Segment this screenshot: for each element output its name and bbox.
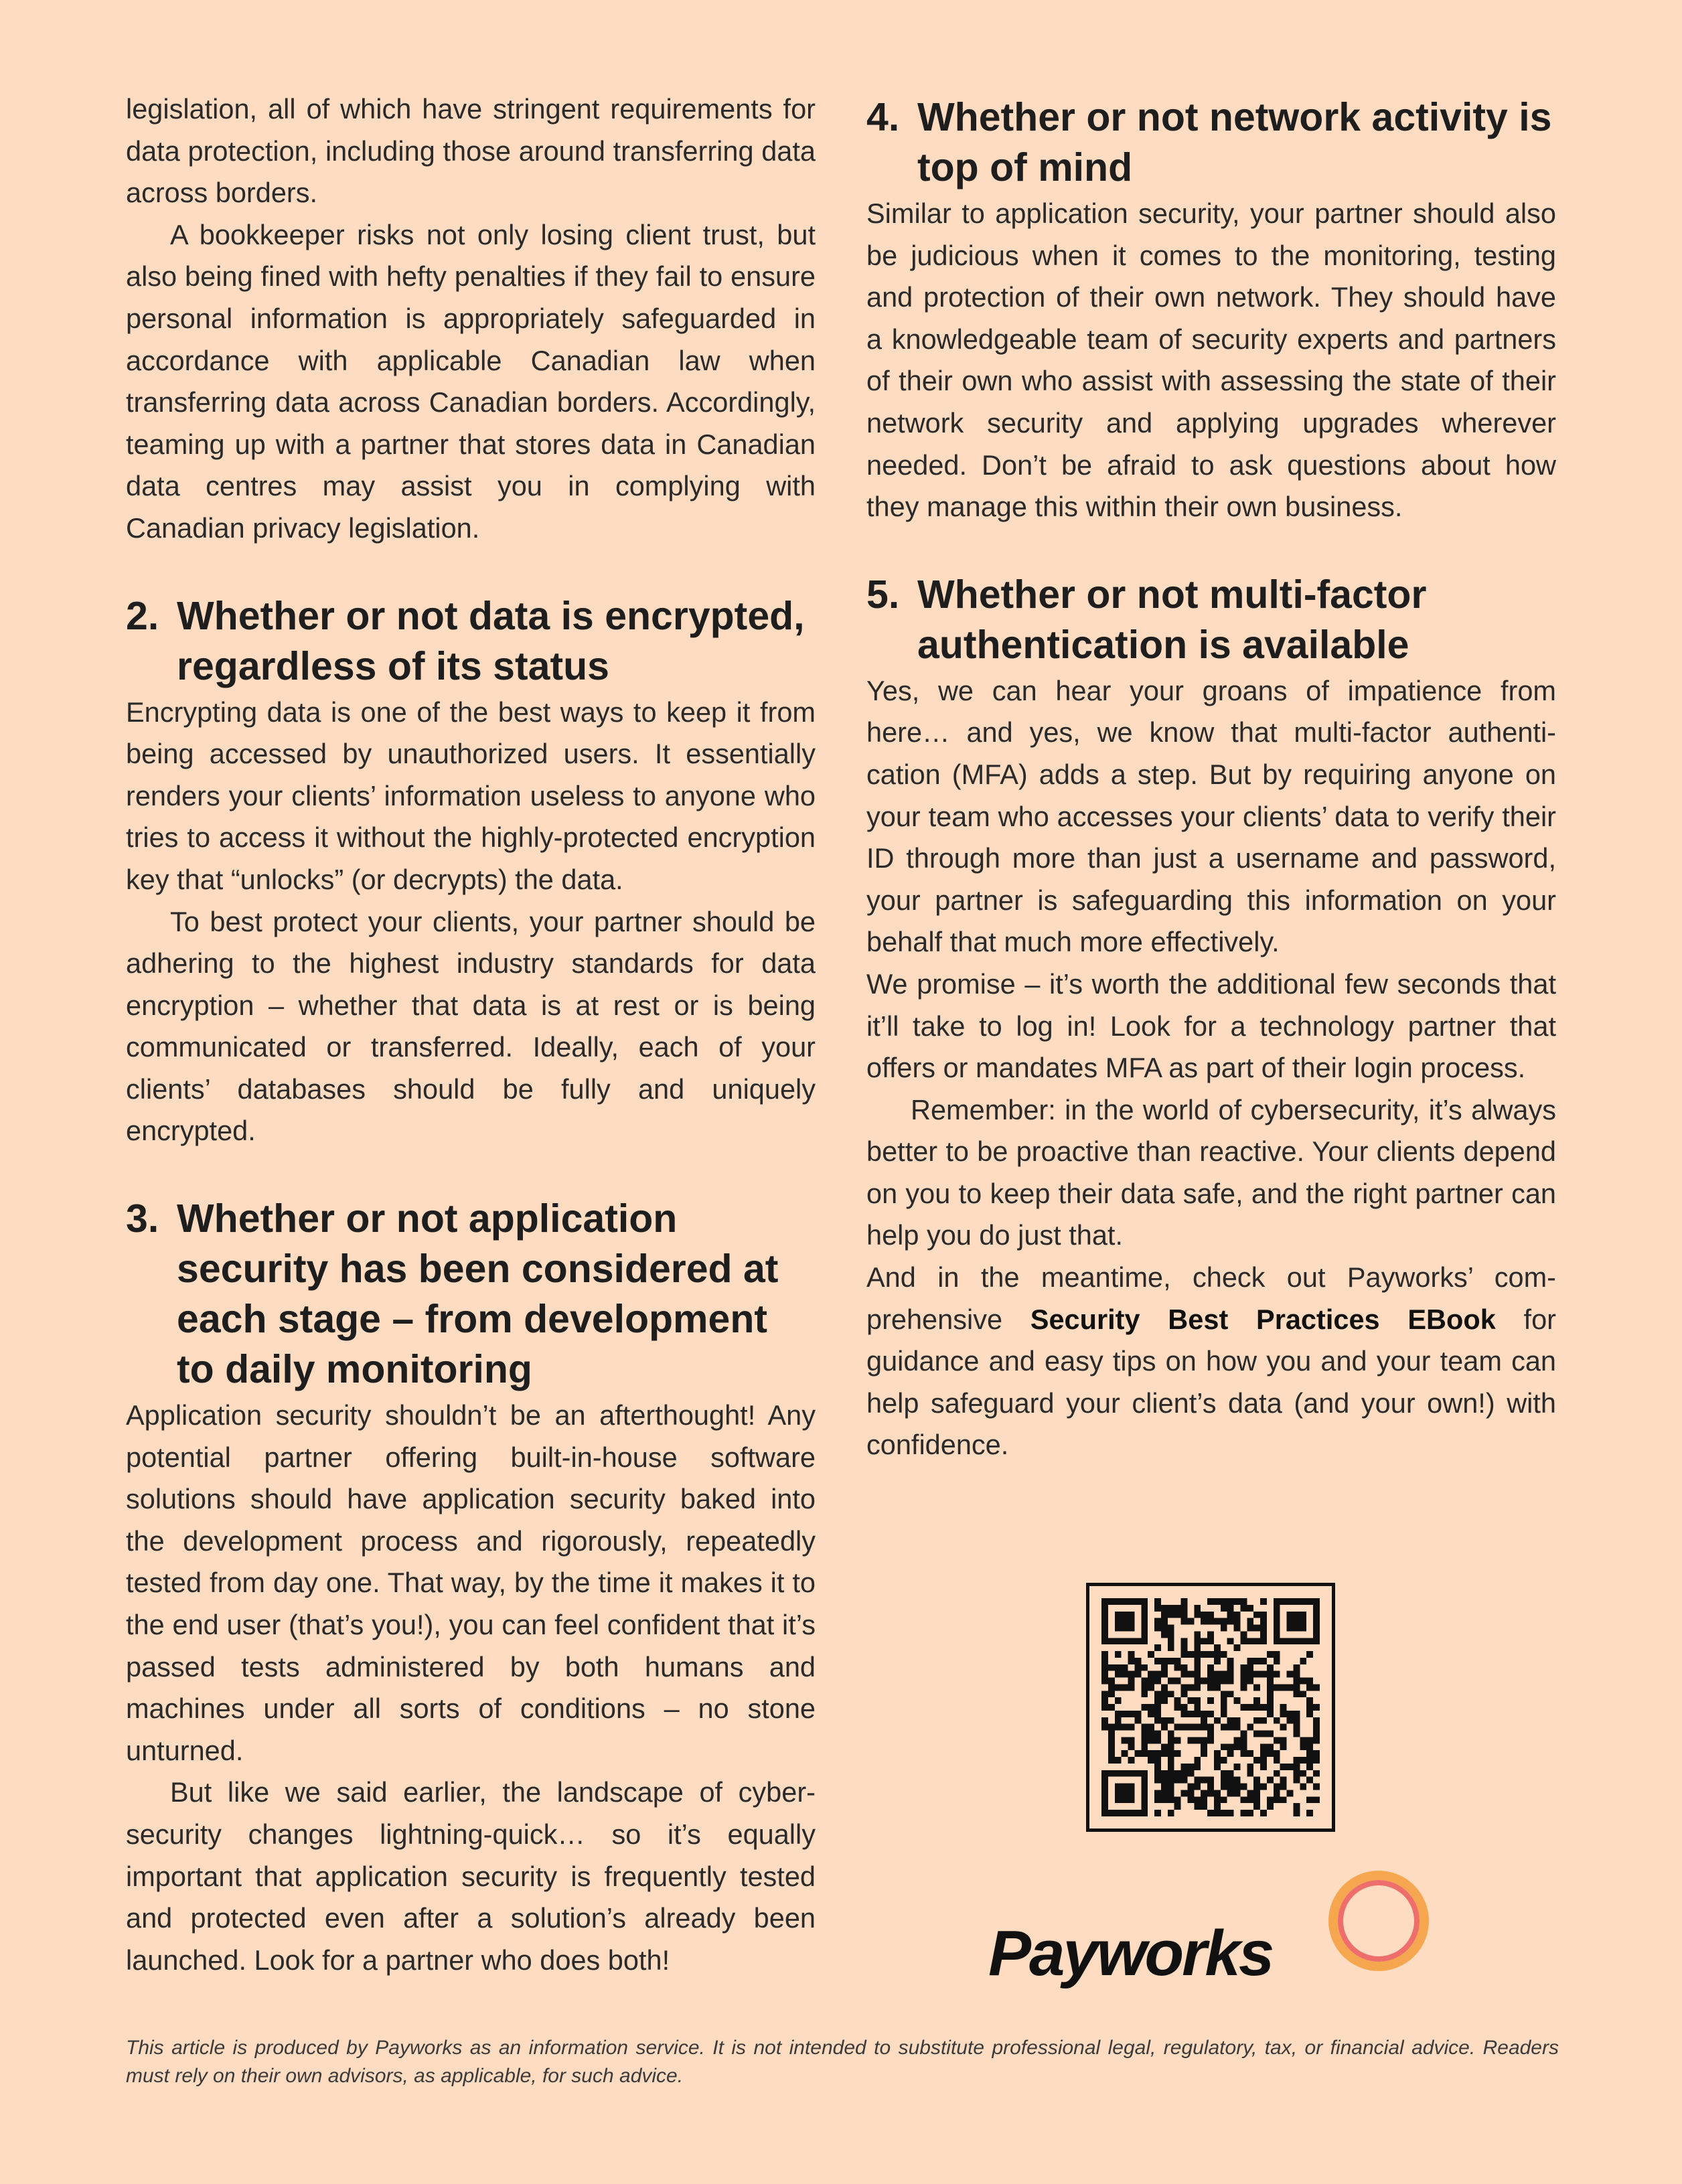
- section-3-title: Whether or not application security has been considered at each stage – from development to daily monitoring: [177, 1196, 779, 1392]
- section-2-heading: [126, 591, 816, 692]
- section-4-title: Whether or not network activity is top of mind: [917, 95, 1552, 189]
- ebook-lead-text: And in the meantime, check out Payworks’ comprehensive: [866, 1261, 1556, 1335]
- section-5-heading: [866, 570, 1556, 670]
- section-5-paragraph-3: Remember: in the world of cybersecurity, it’s always better to be proactive than reactive. Your clients depend on you to keep their data safe, and the right partner can help you do just that.: [866, 1093, 1556, 1251]
- section-2-title: Whether or not data is encrypted, regardless of its status: [177, 593, 805, 688]
- payworks-logo: Payworks: [988, 1918, 1273, 1989]
- section-5-number: 5.: [866, 572, 900, 617]
- right-column: [866, 92, 1556, 1466]
- ebook-trailing-text: for guidance and easy tips on how you and your team can help safeguard your client’s data (and your own!) with confidence.: [866, 1303, 1556, 1461]
- qr-code[interactable]: [1086, 1583, 1335, 1832]
- section-2-paragraph-2: To best protect your clients, your partner should be adhering to the highest industry standards for data encryption – whether that data is at rest or is being communicated or transferred. Ideally, each of your clients’ databases should be fully and uniquely encrypted.: [126, 905, 816, 1147]
- brand-ring-icon: [1328, 1871, 1429, 1971]
- section-4-paragraph-1: Similar to application security, your partner should also be judicious when it comes to the monitoring, testing and protection of their own network. They should have a knowledgeable team of security experts and partners of their own who assist with assessing the state of their network security and applying upgrades wherever needed. Don’t be afraid to ask questions about how they manage this within their own business.: [866, 198, 1556, 523]
- section-5-paragraph-2: We promise – it’s worth the additional few seconds that it’ll take to log in! Look for a technology partner that offers or mandates MFA as part of their login process.: [866, 967, 1556, 1084]
- section-4-heading: [866, 92, 1556, 193]
- section-5-paragraph-4: [866, 1257, 1556, 1466]
- intro-paragraph-1: legislation, all of which have stringent requirements for data protection, including those around transferring data across borders.: [126, 93, 816, 209]
- ebook-link[interactable]: Security Best Practices EBook: [1030, 1303, 1496, 1335]
- section-3-heading: [126, 1194, 816, 1395]
- disclaimer: This article is produced by Payworks as an information service. It is not intended to substitute professional legal, regulatory, tax, or financial advice. Readers must rely on their own advisors, as applicable, for such advice.: [126, 2037, 1559, 2087]
- left-column: [126, 88, 816, 1981]
- section-5-title: Whether or not multi-factor authentication is available: [917, 572, 1427, 667]
- intro-paragraph-2: A bookkeeper risks not only losing client trust, but also being fined with hefty penalties if they fail to ensure personal information is appropriately safeguarded in accordance with applicable Canadian law when transferring data across Canadian borders. Accordingly, teaming up with a partner that stores data in Canadian data centres may assist you in complying with Canadian privacy legislation.: [126, 218, 816, 544]
- qr-code-graphic: [1101, 1598, 1320, 1816]
- section-4-number: 4.: [866, 95, 900, 139]
- section-3-number: 3.: [126, 1196, 159, 1241]
- section-2-paragraph-1: Encrypting data is one of the best ways to keep it from being accessed by unauthorized users. It essentially renders your clients’ information useless to anyone who tries to access it without the highly-protected encryption key that “unlocks” (or decrypts) the data.: [126, 696, 816, 895]
- section-2-number: 2.: [126, 593, 159, 638]
- section-5-paragraph-1: Yes, we can hear your groans of impatience from here… and yes, we know that multi-factor authentication (MFA) adds a step. But by requiring anyone on your team who accesses your clients’ data to verify their ID through more than just a username and password, your partner is safeguarding this information on your behalf that much more effectively.: [866, 674, 1556, 958]
- section-3-paragraph-2: But like we said earlier, the landscape of cybersecurity changes lightning-quick… so it’s equally important that application security is frequently tested and protected even after a solution’s already been launched. Look for a partner who does both!: [126, 1776, 816, 1976]
- section-3-paragraph-1: Application security shouldn’t be an afterthought! Any potential partner offering built-in-house software solutions should have application security baked into the development process and rigorously, repeatedly tested from day one. That way, by the time it makes it to the end user (that’s you!), you can feel confident that it’s passed tests administered by both humans and machines under all sorts of conditions – no stone unturned.: [126, 1399, 816, 1766]
